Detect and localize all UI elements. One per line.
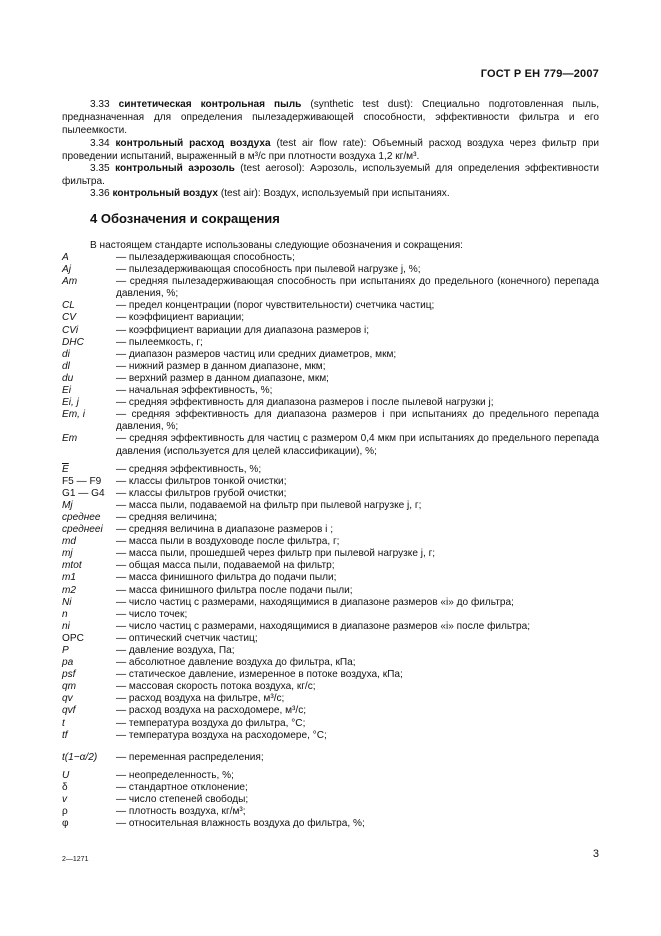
symbol: G1 — G4 xyxy=(62,487,105,499)
symbol-definition: — абсолютное давление воздуха до фильтра, кПа; xyxy=(116,657,356,669)
symbol-definition: — нижний размер в данном диапазоне, мкм; xyxy=(116,360,326,372)
term-number: 3.33 xyxy=(90,99,110,110)
symbol-definition: — давление воздуха, Па; xyxy=(116,645,235,656)
symbol-row xyxy=(62,548,599,560)
symbol xyxy=(62,464,116,476)
symbol: φ xyxy=(62,818,69,830)
page-number: 3 xyxy=(592,848,599,860)
symbol-definition: — расход воздуха на расходомере, м³/с; xyxy=(116,705,307,717)
term-name: контрольный расход воздуха xyxy=(115,138,271,149)
symbol-definition: — число частиц с размерами, находящимися в диапазоне размеров «i» до фильтра; xyxy=(116,596,514,608)
term-number: 3.36 xyxy=(90,188,110,199)
symbol: CVi xyxy=(62,324,79,336)
symbol-row xyxy=(62,572,599,584)
symbol-row xyxy=(62,718,599,730)
symbol: psf xyxy=(62,669,76,681)
symbol: v xyxy=(62,794,68,806)
section-intro: В настоящем стандарте использованы следующие обозначения и сокращения: xyxy=(90,240,463,251)
symbol-definition: — стандартное отклонение; xyxy=(116,781,248,793)
symbol: DHC xyxy=(62,336,84,348)
symbol: Ei, j xyxy=(62,397,79,409)
print-code: 2—1271 xyxy=(62,856,89,863)
symbol-row xyxy=(62,264,599,276)
symbol-row xyxy=(62,621,599,633)
term-3-34 xyxy=(62,137,599,163)
term-number: 3.35 xyxy=(90,163,110,174)
symbol-definition: — масса финишного фильтра до подачи пыли; xyxy=(116,572,337,584)
symbol-definition: — начальная эффективность, %; xyxy=(116,385,273,397)
symbol-row xyxy=(62,669,599,681)
symbol-definition: — температура воздуха до фильтра, °С; xyxy=(116,717,306,729)
symbol-row xyxy=(62,312,599,324)
symbol: qvf xyxy=(62,705,76,717)
symbol: dl xyxy=(62,360,70,372)
symbol-overlined: $\overline{E}$ xyxy=(62,463,69,475)
symbol-definition: — число частиц с размерами, находящимися в диапазоне размеров «i» после фильтра; xyxy=(116,620,531,632)
symbol: pa xyxy=(62,657,74,669)
symbol: md xyxy=(62,536,77,548)
term-number: 3.34 xyxy=(90,138,110,149)
symbol: n xyxy=(62,608,68,620)
symbol: Mj xyxy=(62,499,73,511)
symbol-definition: — средняя величина в диапазоне размеров i ; xyxy=(116,524,334,536)
symbol-row xyxy=(62,536,599,548)
symbol: qm xyxy=(62,681,77,693)
symbol: ρ xyxy=(62,806,68,818)
term-name: контрольный аэрозоль xyxy=(115,163,235,174)
symbol-row xyxy=(62,657,599,669)
symbol-definition: — массовая скорость потока воздуха, кг/с; xyxy=(116,681,316,693)
symbol-row xyxy=(62,500,599,512)
symbol-definition: — средняя пылезадерживающая способность при испытаниях до предельного (конечного) перепада давления, %; xyxy=(116,276,599,300)
symbol-definition: — оптический счетчик частиц; xyxy=(116,632,258,644)
symbol: F5 — F9 xyxy=(62,475,102,487)
symbol-definition: — средняя эффективность для диапазона размеров i при испытаниях до предельного перепада давления, %; xyxy=(116,409,599,433)
symbol-row xyxy=(62,730,599,742)
symbol: mtot xyxy=(62,560,82,572)
symbol-row xyxy=(62,806,599,818)
symbol-row xyxy=(62,433,599,457)
symbol: Em, i xyxy=(62,409,85,421)
symbol-definition: — средняя эффективность для частиц с размером 0,4 мкм при испытаниях до предельного перепада давления (используется для целей классификации), %; xyxy=(116,433,599,457)
symbol: U xyxy=(62,769,70,781)
symbol-row xyxy=(62,752,599,764)
symbol-row xyxy=(62,633,599,645)
symbol-row xyxy=(62,645,599,657)
symbol-definition: — масса пыли, подаваемой на фильтр при пылевой нагрузке j, г; xyxy=(116,499,422,511)
symbol-definition: — классы фильтров грубой очистки; xyxy=(116,487,287,499)
symbol: t xyxy=(62,717,65,729)
symbol-list xyxy=(62,252,599,830)
document-header: ГОСТ Р ЕН 779—2007 xyxy=(480,68,599,80)
symbol: P xyxy=(62,645,69,656)
symbol-row xyxy=(62,464,599,476)
symbol-definition: — общая масса пыли, подаваемой на фильтр; xyxy=(116,560,335,572)
symbol-row xyxy=(62,349,599,361)
symbol-definition: — переменная распределения; xyxy=(116,751,264,763)
symbol-row xyxy=(62,385,599,397)
symbol-definition: — статическое давление, измеренное в потоке воздуха, кПа; xyxy=(116,669,403,681)
symbol: t(1−α/2) xyxy=(62,751,98,763)
term-definition: (test air): Воздух, используемый при испытаниях. xyxy=(218,188,450,199)
symbol-row xyxy=(62,512,599,524)
term-definition: (synthetic test dust): Специально подготовленная пыль, предназначенная для определения пылезадерживающей способности, эффективности фильтра и его пылеемкости. xyxy=(62,99,600,137)
symbol-row xyxy=(62,397,599,409)
symbol: Aj xyxy=(62,264,71,276)
spacer xyxy=(62,742,599,752)
symbol-definition: — средняя величина; xyxy=(116,511,218,523)
term-name: контрольный воздух xyxy=(112,188,219,199)
symbol-row xyxy=(62,681,599,693)
symbol-row xyxy=(62,361,599,373)
symbol-definition: — предел концентрации (порог чувствительности) счетчика частиц; xyxy=(116,300,435,312)
symbol-definition: — масса пыли в воздуховоде после фильтра, г; xyxy=(116,536,340,548)
section-title: 4 Обозначения и сокращения xyxy=(90,211,280,226)
term-3-35 xyxy=(62,162,599,188)
symbol-definition: — средняя эффективность, %; xyxy=(116,463,262,475)
symbol-row xyxy=(62,782,599,794)
symbol: Ni xyxy=(62,596,72,608)
term-definition: (test aerosol): Аэрозоль, используемый для определения эффективности фильтра. xyxy=(62,163,599,188)
symbol-row xyxy=(62,818,599,830)
symbol: m1 xyxy=(62,572,77,584)
symbol: mj xyxy=(62,548,73,560)
symbol-row xyxy=(62,252,599,264)
symbol: A xyxy=(62,252,69,263)
symbol-definition: — коэффициент вариации; xyxy=(116,312,245,324)
symbol-definition: — средняя эффективность для диапазона размеров i после пылевой нагрузки j; xyxy=(116,397,494,409)
symbol-definition: — пылеемкость, г; xyxy=(116,336,203,348)
symbol-row xyxy=(62,524,599,536)
symbol: Ei xyxy=(62,385,71,397)
symbol-row xyxy=(62,693,599,705)
symbol-row xyxy=(62,705,599,717)
symbol-definition: — пылезадерживающая способность при пылевой нагрузке j, %; xyxy=(116,264,421,276)
symbol: tf xyxy=(62,729,68,741)
symbol-row xyxy=(62,300,599,312)
symbol-definition: — верхний размер в данном диапазоне, мкм; xyxy=(116,372,329,384)
symbol-definition: — температура воздуха на расходомере, °С; xyxy=(116,729,327,741)
symbol: Am xyxy=(62,276,78,288)
symbol: CL xyxy=(62,300,75,312)
symbol-definition: — коэффициент вариации для диапазона размеров i; xyxy=(116,324,370,336)
symbol: qv xyxy=(62,693,73,705)
symbol-row xyxy=(62,488,599,500)
symbol: di xyxy=(62,348,70,360)
term-3-33 xyxy=(62,98,599,138)
symbol-row xyxy=(62,337,599,349)
symbol: m2 xyxy=(62,584,77,596)
symbol-definition: — пылезадерживающая способность; xyxy=(116,252,295,263)
symbol: среднее xyxy=(62,511,101,523)
symbol-row xyxy=(62,476,599,488)
symbol: OPC xyxy=(62,632,84,644)
symbol: δ xyxy=(62,781,68,793)
symbol: CV xyxy=(62,312,77,324)
term-3-36 xyxy=(62,187,599,200)
symbol-definition: — масса финишного фильтра после подачи пыли; xyxy=(116,584,353,596)
symbol: Em xyxy=(62,433,78,445)
symbol: du xyxy=(62,372,74,384)
symbol-row xyxy=(62,770,599,782)
symbol-definition: — классы фильтров тонкой очистки; xyxy=(116,475,287,487)
symbol-definition: — неопределенность, %; xyxy=(116,769,234,781)
symbol-definition: — относительная влажность воздуха до фильтра, %; xyxy=(116,818,365,830)
symbol: ni xyxy=(62,620,70,632)
term-name: синтетическая контрольная пыль xyxy=(118,99,302,110)
symbol-row xyxy=(62,794,599,806)
symbol-definition: — плотность воздуха, кг/м³; xyxy=(116,806,246,818)
symbol-row xyxy=(62,409,599,433)
symbol-row xyxy=(62,373,599,385)
symbol: среднееi xyxy=(62,524,103,536)
symbol-definition: — число степеней свободы; xyxy=(116,794,249,806)
term-definition: (test air flow rate): Объемный расход воздуха через фильтр при проведении испытаний, выраженный в м³/с при плотности воздуха 1,2 кг/м³. xyxy=(62,138,600,163)
symbol-row xyxy=(62,276,599,300)
symbol-definition: — число точек; xyxy=(116,608,188,620)
symbol-row xyxy=(62,560,599,572)
symbol-definition: — масса пыли, прошедшей через фильтр при пылевой нагрузке j, г; xyxy=(116,548,436,560)
symbol-row xyxy=(62,597,599,609)
symbol-definition: — диапазон размеров частиц или средних диаметров, мкм; xyxy=(116,348,397,360)
symbol-row xyxy=(62,585,599,597)
symbol-row xyxy=(62,609,599,621)
symbol-definition: — расход воздуха на фильтре, м³/с; xyxy=(116,693,285,705)
symbol-row xyxy=(62,325,599,337)
